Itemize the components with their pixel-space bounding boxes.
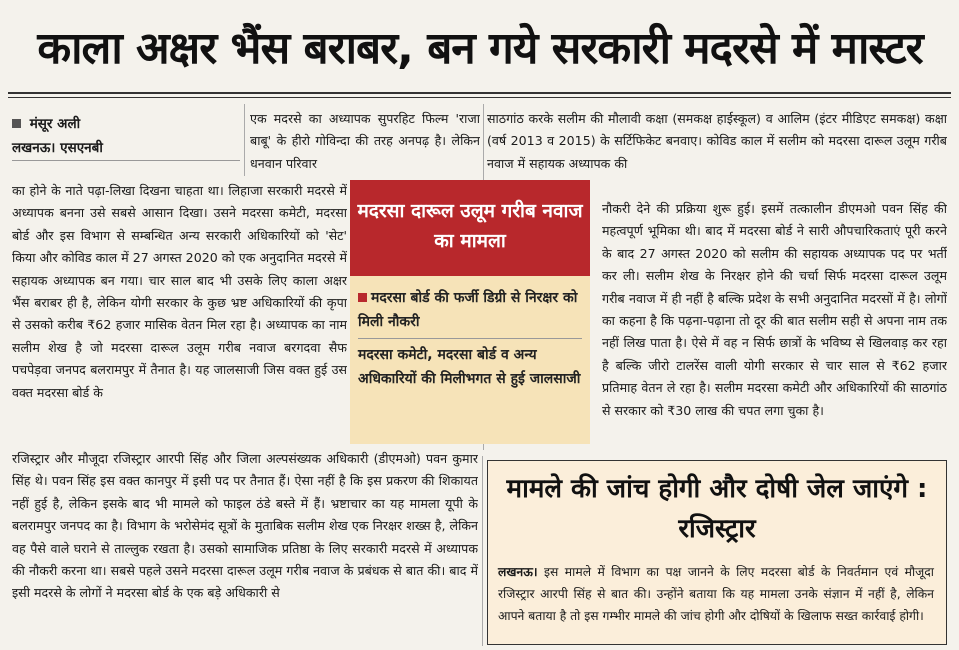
headline-rule <box>8 92 951 94</box>
column-divider <box>482 456 483 646</box>
article-column-1-wide: रजिस्ट्रार और मौजूदा रजिस्ट्रार आरपी सिंह और जिला अल्पसंख्यक अधिकारी (डीएमओ) पवन कुमार सिंह थे। पवन सिंह इस वक्त कानपुर में इसी पद पर तैनात हैं। ऐसा नहीं है कि इस प्रकरण की शिकायत नहीं हुई है, लेकिन इसके बाद भी मामले को फाइल ठंडे बस्ते में हैं। भ्रष्टाचार का यह मामला यूपी के बलरामपुर जनपद का है। विभाग के भरोसेमंद सूत्रों के मुताबिक सलीम शेख एक निरक्षर शख्स है, लेकिन वह पैसे वाले घराने से ताल्लुक रखता है। उसको सामाजिक प्रतिष्ठा के लिए सरकारी मदरसे में अध्यापक की नौकरी करना था। सबसे पहले उसने मदरसा दारूल उलूम गरीब नवाज के प्रबंधक से बात की। बाद में इसी मदरसे के लोगों ने मदरसा बोर्ड के एक बड़े अधिकारी से <box>12 451 478 601</box>
article-column-3: नौकरी देने की प्रक्रिया शुरू हुई। इसमें तत्कालीन डीएमओ पवन सिंह की महत्वपूर्ण भूमिका थी। बाद में मदरसा बोर्ड ने सारी औपचारिकताएं पूरी करने के बाद 27 अगस्त 2020 को सलीम की सहायक अध्यापक पद पर भर्ती कर ली। सलीम शेख के निरक्षर होने की चर्चा सिर्फ मदरसा दारूल उलूम गरीब नवाज में ही नहीं है बल्कि प्रदेश के सभी अनुदानित मदरसों में है। लोगों का कहना है कि पढ़ना-पढ़ाना तो दूर की बात सलीम सही से अपना नाम तक नहीं लिख पाता है। ऐसे में वह न सिर्फ छात्रों के भविष्य से खिलवाड़ कर रहा है बल्कि जीरो टालरेंस वाली योगी सरकार से चार साल से ₹62 हजार प्रतिमाह वेतन ले रहा है। सलीम मदरसा कमेटी और अधिकारियों की साठगांठ से सरकार को ₹30 लाख की चपत लगा चुका है। <box>602 201 947 418</box>
callout-red-box <box>350 180 590 276</box>
sidebox-dateline: लखनऊ। <box>498 565 538 579</box>
sidebox-title: मामले की जांच होगी और दोषी जेल जाएंगे : रजिस्ट्रार <box>506 474 928 544</box>
sidebox-text <box>498 561 934 627</box>
headline-rule-thin <box>8 97 951 98</box>
byline <box>12 112 240 161</box>
byline-author-row <box>12 112 240 136</box>
callout-item-1 <box>358 286 582 334</box>
callout-red-title: मदरसा दारूल उलूम गरीब नवाज का मामला <box>357 200 583 252</box>
callout-item-2: मदरसा कमेटी, मदरसा बोर्ड व अन्य अधिकारियों की मिलीभगत से हुई जालसाजी <box>358 347 581 387</box>
byline-author: मंसूर अली <box>29 116 81 132</box>
headline: काला अक्षर भैंस बराबर, बन गये सरकारी मदरसे में मास्टर <box>37 23 923 74</box>
callout-separator <box>358 338 582 339</box>
callout-item-1-text: मदरसा बोर्ड की फर्जी डिग्री से निरक्षर को मिली नौकरी <box>358 290 578 330</box>
square-bullet-icon <box>358 293 367 302</box>
column-divider <box>244 104 245 176</box>
sidebox-body: इस मामले में विभाग का पक्ष जानने के लिए मदरसा बोर्ड के निवर्तमान एवं मौजूदा रजिस्ट्रार आरपी सिंह से बात की। उन्होंने बताया कि यह मामला उनके संज्ञान में नहीं है, लेकिन आपने बताया है तो इस गम्भीर मामले की जांच होगी और दोषियों के खिलाफ सख्त कार्रवाई होगी। <box>498 565 934 623</box>
article-column-3-top: साठगांठ करके सलीम की मौलावी कक्षा (समकक्ष हाईस्कूल) व आलिम (इंटर मीडिएट समकक्ष) कक्षा (वर्ष 2013 व 2015) के सर्टिफिकेट बनवाए। कोविड काल में सलीम को मदरसा दारूल उलूम गरीब नवाज में सहायक अध्यापक की <box>487 111 947 171</box>
article-column-1-top: एक मदरसे का अध्यापक सुपरहिट फिल्म 'राजा बाबू' के हीरो गोविन्दा की तरह अनपढ़ है। लेकिन धनवान परिवार <box>250 111 480 171</box>
square-bullet-icon <box>12 119 21 128</box>
registrar-sidebox <box>487 460 947 645</box>
byline-dateline: लखनऊ। एसएनबी <box>12 136 240 161</box>
callout-yellow-box <box>350 276 590 444</box>
article-column-1: का होने के नाते पढ़ा-लिखा दिखना चाहता था। लिहाजा सरकारी मदरसे में अध्यापक बनना उसे सबसे आसान दिखा। उसने मदरसा कमेटी, मदरसा बोर्ड और इस विभाग से सम्बन्धित अन्य सरकारी अधिकारियों को 'सेट' किया और कोविड काल में 27 अगस्त 2020 को एक अनुदानित मदरसे में सहायक अध्यापक बन गया। चार साल बाद भी उसके लिए काला अक्षर भैंस बराबर ही है, लेकिन योगी सरकार के कुछ भ्रष्ट अधिकारियों की कृपा से उसको करीब ₹62 हजार मासिक वेतन मिल रहा है। अध्यापक का नाम सलीम शेख है जो मदरसा दारूल उलूम गरीब नवाज बरगदवा सैफ पचपेड़वा जनपद बलरामपुर में तैनात है। यह जालसाजी जिस वक्त हुई उस वक्त मदरसा बोर्ड के <box>12 183 347 400</box>
